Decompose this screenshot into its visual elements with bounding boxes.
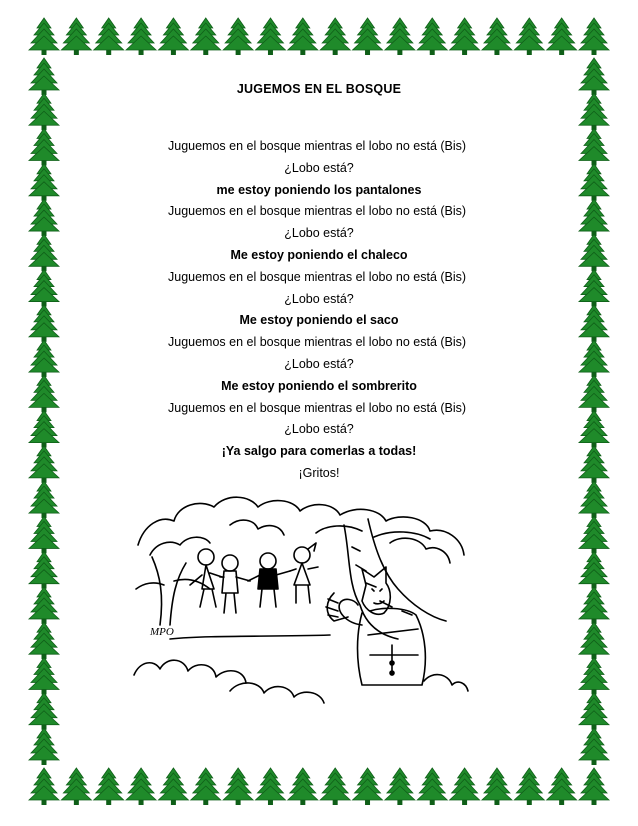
pine-tree-icon <box>191 768 221 805</box>
pine-tree-icon <box>579 199 609 236</box>
foliage-outline <box>150 537 210 555</box>
artist-signature: MPO <box>150 626 174 638</box>
lyric-line: ¡Gritos! <box>298 465 340 480</box>
pine-tree-icon <box>29 693 59 730</box>
pine-tree-icon <box>353 18 383 55</box>
pine-tree-icon <box>579 728 609 765</box>
bush-outline <box>134 660 246 683</box>
pine-tree-icon <box>417 768 447 805</box>
tree-trunk <box>152 557 186 625</box>
pine-tree-icon <box>29 446 59 483</box>
pine-tree-icon <box>191 18 221 55</box>
pine-tree-icon <box>29 481 59 518</box>
lyric-line: ¿Lobo está? <box>284 160 354 175</box>
pine-tree-icon <box>223 18 253 55</box>
pine-tree-icon <box>255 768 285 805</box>
pine-tree-icon <box>579 234 609 271</box>
lyric-line: ¿Lobo está? <box>284 226 354 241</box>
pine-tree-icon <box>320 768 350 805</box>
pine-tree-icon <box>579 129 609 166</box>
bark-lines <box>352 547 412 615</box>
child-figure <box>248 553 290 607</box>
pine-tree-icon <box>579 481 609 518</box>
pine-tree-icon <box>29 622 59 659</box>
lyric-line: me estoy poniendo los pantalones <box>216 182 422 197</box>
forest-wolf-illustration <box>130 485 470 715</box>
foliage-outline <box>390 538 450 563</box>
pine-tree-icon <box>126 768 156 805</box>
pine-tree-icon <box>29 768 59 805</box>
pine-tree-icon <box>514 768 544 805</box>
pine-tree-icon <box>450 768 480 805</box>
lyric-line: ¿Lobo está? <box>284 422 354 437</box>
tree-branch <box>136 579 210 589</box>
pine-tree-icon <box>579 657 609 694</box>
pine-tree-icon <box>29 93 59 130</box>
pine-tree-icon <box>29 129 59 166</box>
pine-tree-icon <box>417 18 447 55</box>
child-figure <box>220 555 250 613</box>
pine-tree-icon <box>255 18 285 55</box>
pine-tree-icon <box>61 18 91 55</box>
pine-tree-icon <box>579 516 609 553</box>
pine-tree-icon <box>320 18 350 55</box>
lyric-line: ¿Lobo está? <box>284 356 354 371</box>
foliage-outline <box>230 520 284 535</box>
pine-tree-icon <box>29 728 59 765</box>
pine-tree-icon <box>158 18 188 55</box>
lyric-line: Juguemos en el bosque mientras el lobo no está (Bis) <box>168 269 467 284</box>
bush-outline <box>424 675 468 691</box>
pine-tree-icon <box>579 693 609 730</box>
pine-tree-icon <box>579 270 609 307</box>
pine-tree-icon <box>223 768 253 805</box>
pine-tree-icon <box>29 375 59 412</box>
pine-tree-icon <box>29 234 59 271</box>
pine-tree-icon <box>29 516 59 553</box>
lyric-line: Juguemos en el bosque mientras el lobo no está (Bis) <box>168 400 467 415</box>
pine-tree-icon <box>579 552 609 589</box>
child-figure <box>290 543 318 603</box>
bush-outline <box>230 683 324 703</box>
pine-tree-icon <box>29 411 59 448</box>
pine-tree-icon <box>94 768 124 805</box>
pine-tree-icon <box>29 164 59 201</box>
pine-tree-icon <box>385 768 415 805</box>
pine-tree-icon <box>579 411 609 448</box>
page-title: JUGEMOS EN EL BOSQUE <box>236 82 402 96</box>
pine-tree-icon <box>579 340 609 377</box>
lyric-line: Juguemos en el bosque mientras el lobo no está (Bis) <box>168 139 467 153</box>
pine-tree-icon <box>514 18 544 55</box>
lyric-line: ¿Lobo está? <box>284 291 354 306</box>
pine-tree-icon <box>385 18 415 55</box>
pine-tree-icon <box>288 768 318 805</box>
lyric-line: Me estoy poniendo el sombrerito <box>221 378 417 393</box>
pine-tree-icon <box>579 587 609 624</box>
pine-tree-icon <box>29 199 59 236</box>
pine-tree-icon <box>29 305 59 342</box>
lyric-line: ¡Ya salgo para comerlas a todas! <box>221 444 417 459</box>
child-figure <box>190 549 222 607</box>
pine-tree-icon <box>579 305 609 342</box>
pine-tree-icon <box>29 552 59 589</box>
lyric-line: Me estoy poniendo el chaleco <box>230 247 408 262</box>
pine-tree-icon <box>29 340 59 377</box>
lyric-line: Juguemos en el bosque mientras el lobo no está (Bis) <box>168 204 467 219</box>
pine-tree-icon <box>579 768 609 805</box>
pine-tree-icon <box>288 18 318 55</box>
pine-tree-icon <box>579 375 609 412</box>
pine-tree-icon <box>579 93 609 130</box>
pine-tree-icon <box>29 18 59 55</box>
pine-tree-icon <box>29 657 59 694</box>
pine-tree-icon <box>158 768 188 805</box>
pine-tree-icon <box>579 622 609 659</box>
pine-tree-icon <box>353 768 383 805</box>
pine-tree-icon <box>547 18 577 55</box>
pine-tree-icon <box>29 587 59 624</box>
pine-tree-icon <box>29 270 59 307</box>
pine-tree-icon <box>482 18 512 55</box>
lyric-line: Me estoy poniendo el saco <box>239 313 399 328</box>
pine-tree-icon <box>482 768 512 805</box>
pine-tree-icon <box>126 18 156 55</box>
pine-tree-icon <box>547 768 577 805</box>
pine-tree-icon <box>579 446 609 483</box>
lyric-line: Juguemos en el bosque mientras el lobo no está (Bis) <box>168 335 467 350</box>
pine-tree-icon <box>450 18 480 55</box>
pine-tree-icon <box>579 164 609 201</box>
ground-line <box>170 635 330 639</box>
song-lyrics <box>168 136 470 485</box>
pine-tree-icon <box>579 18 609 55</box>
pine-tree-icon <box>94 18 124 55</box>
pine-tree-icon <box>61 768 91 805</box>
